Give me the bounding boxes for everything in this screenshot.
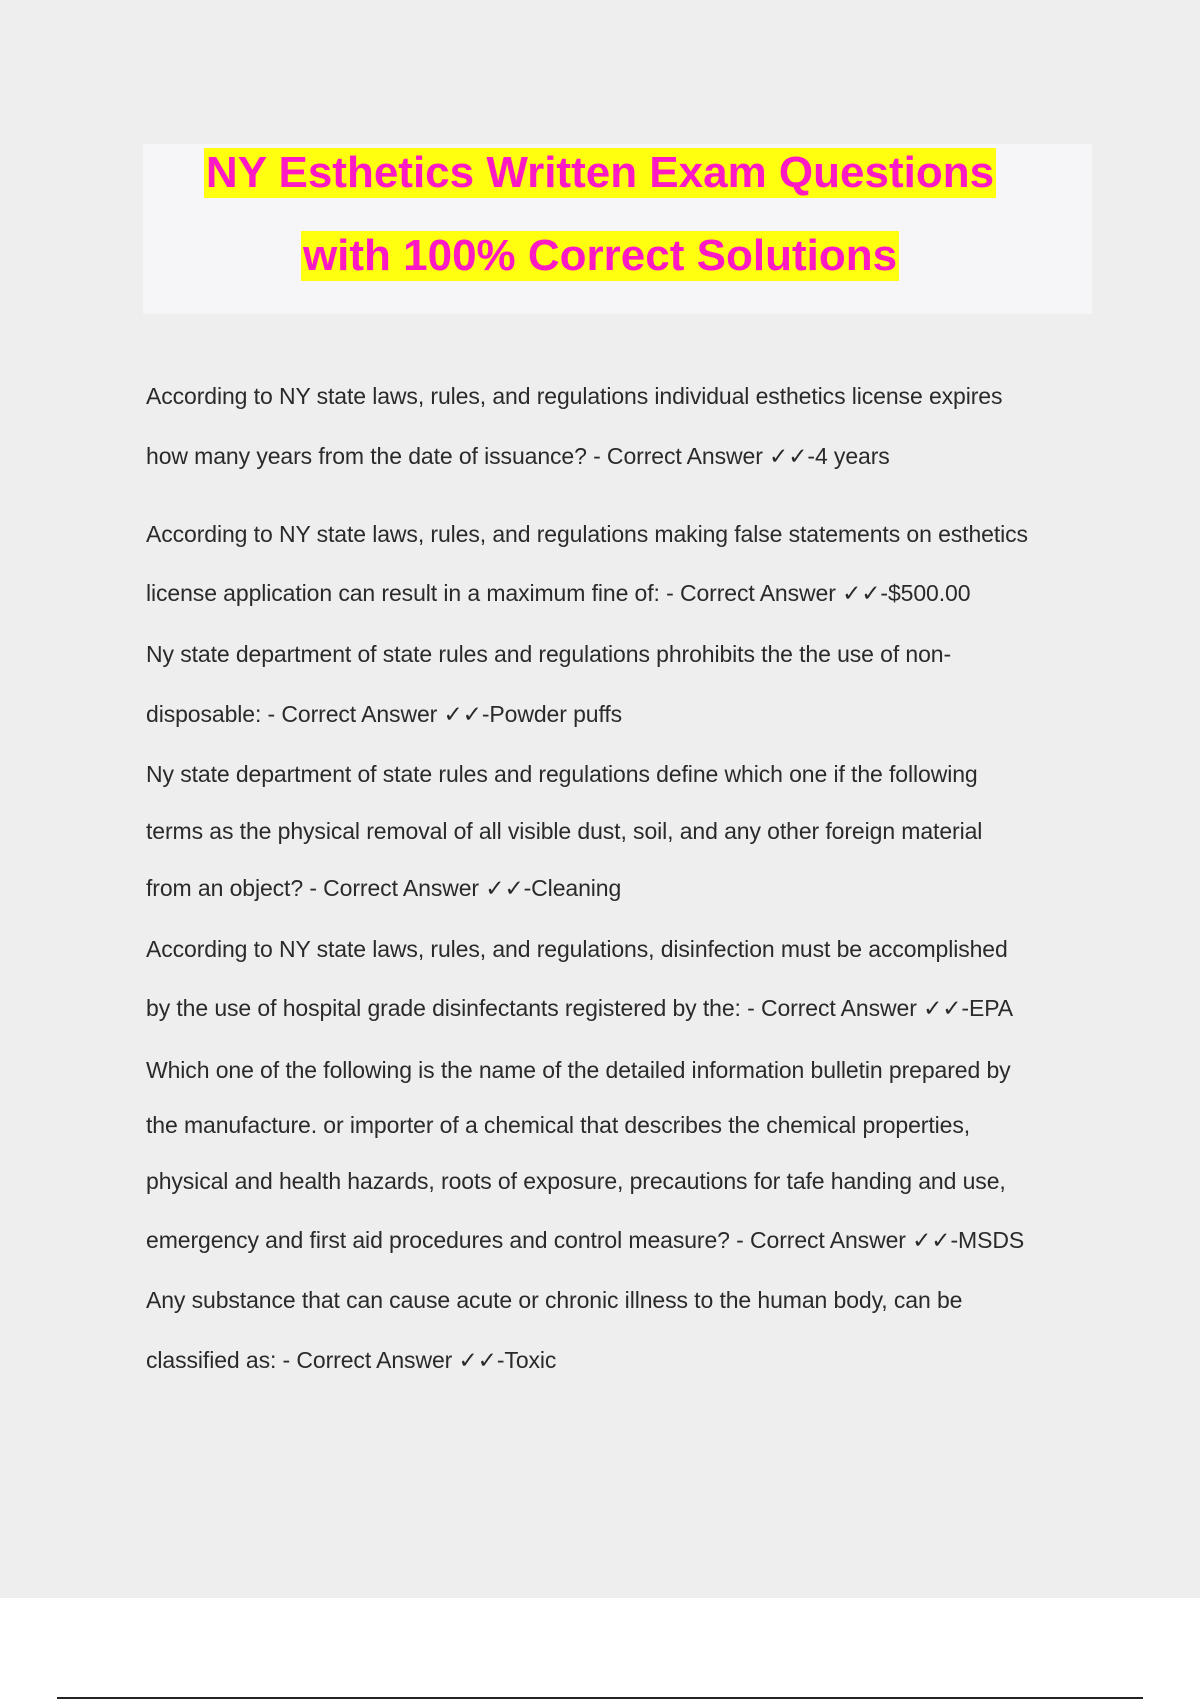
qa-3-line-2: disposable: - Correct Answer ✓✓-Powder puffs [146,701,623,727]
qa-6-line-2: the manufacture. or importer of a chemical that describes the chemical properties, [146,1112,971,1138]
footer-rule [57,1697,1143,1699]
qa-4-line-3: from an object? - Correct Answer ✓✓-Cleaning [146,875,622,901]
qa-2-line-1: According to NY state laws, rules, and regulations making false statements on esthetics [146,521,1028,547]
page-title-line-1: NY Esthetics Written Exam Questions [205,148,995,197]
qa-3-line-1: Ny state department of state rules and regulations phrohibits the the use of non- [146,641,952,667]
qa-4-line-1: Ny state department of state rules and regulations define which one if the following [146,761,978,787]
qa-1-line-1: According to NY state laws, rules, and regulations individual esthetics license expires [146,383,1003,409]
qa-7-line-1: Any substance that can cause acute or chronic illness to the human body, can be [146,1287,963,1313]
qa-7-line-2: classified as: - Correct Answer ✓✓-Toxic [146,1347,557,1373]
qa-4-line-2: terms as the physical removal of all visible dust, soil, and any other foreign material [146,818,983,844]
qa-6-line-4: emergency and first aid procedures and control measure? - Correct Answer ✓✓-MSDS [146,1227,1025,1253]
qa-6-line-1: Which one of the following is the name of the detailed information bulletin prepared by [146,1057,1011,1083]
qa-6-line-3: physical and health hazards, roots of exposure, precautions for tafe handing and use, [146,1168,1006,1194]
qa-5-line-1: According to NY state laws, rules, and regulations, disinfection must be accomplished [146,936,1008,962]
qa-5-line-2: by the use of hospital grade disinfectants registered by the: - Correct Answer ✓✓-EPA [146,995,1013,1021]
qa-1-line-2: how many years from the date of issuance? - Correct Answer ✓✓-4 years [146,443,890,469]
qa-2-line-2: license application can result in a maximum fine of: - Correct Answer ✓✓-$500.00 [146,580,971,606]
page-title-line-2: with 100% Correct Solutions [302,231,898,280]
